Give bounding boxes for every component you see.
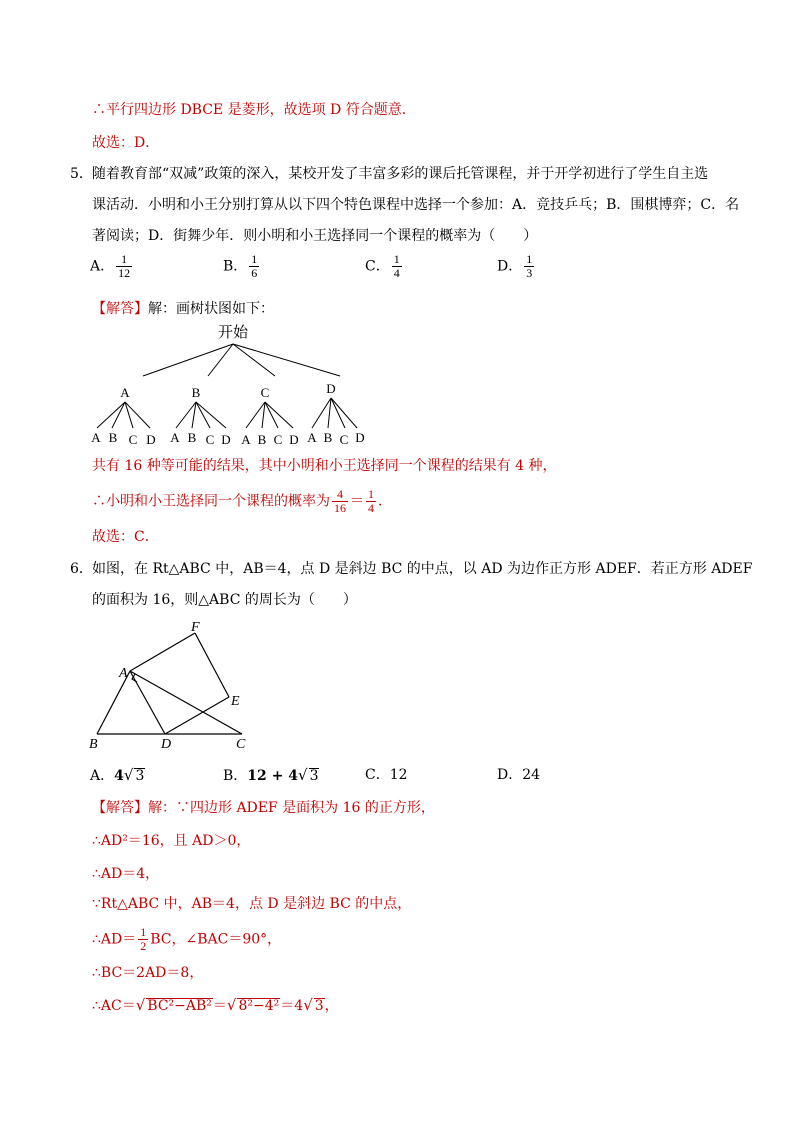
tree-leaf: D: [221, 432, 231, 447]
q5-choose: 故选：C．: [92, 529, 159, 545]
segment-ac: [130, 671, 242, 734]
tree-leaf: A: [241, 432, 251, 447]
segment-de: [165, 697, 229, 734]
q5-option-c: C． $\frac{1}{4}$: [365, 252, 400, 281]
tree-leaf: B: [187, 430, 197, 445]
tree-leaf: D: [146, 432, 156, 447]
tree-leaf: A: [307, 430, 317, 445]
label-e: E: [231, 694, 240, 709]
tree-leaf: C: [339, 432, 349, 447]
label-b: B: [89, 737, 98, 752]
label-f: F: [191, 620, 200, 635]
q6-answer-intro: 解：∵四边形 ADEF 是面积为 16 的正方形，: [148, 800, 435, 816]
q5-number: 5．: [70, 166, 93, 182]
q6-step-1: ∴AD²＝16，且 AD＞0，: [92, 833, 251, 849]
q6-answer-tag: 【解答】: [92, 800, 148, 816]
tree-root: 开始: [217, 325, 249, 341]
tree-leaf: D: [289, 432, 299, 447]
q6-step-5: ∴BC＝2AD＝8，: [92, 965, 204, 981]
q6-step-6: ∴AC＝√ BC²−AB²＝√ 8²−4²＝4√ 3，: [92, 996, 339, 1014]
label-c: C: [236, 737, 246, 752]
tree-leaf: B: [323, 430, 333, 445]
prev-line-2: 故选：D．: [92, 135, 160, 151]
tree-leaf: A: [91, 430, 101, 445]
prev-line-1: ∴平行四边形 DBCE 是菱形，故选项 D 符合题意．: [92, 102, 416, 118]
q5-solution-1: 共有 16 种等可能的结果，其中小明和小王选择同一个课程的结果有 4 种，: [92, 458, 557, 474]
tree-leaf: C: [273, 432, 283, 447]
tree-leaf: B: [257, 432, 267, 447]
q5-option-d: D． $\frac{1}{3}$: [497, 252, 533, 281]
q5-answer-tag: 【解答】: [92, 301, 148, 317]
q6-number: 6．: [70, 561, 93, 577]
tree-leaf: B: [108, 430, 118, 445]
tree-branch-d: D: [326, 381, 336, 396]
segment-fa: [130, 633, 195, 671]
tree-branch-c: C: [260, 385, 270, 400]
tree-leaf: C: [205, 432, 215, 447]
tree-leaf: A: [170, 430, 180, 445]
q5-line-3: 著阅读；D．街舞少年．则小明和小王选择同一个课程的概率为（ ）: [92, 228, 538, 244]
segment-ef: [195, 633, 229, 697]
tree-branch-a: A: [120, 385, 130, 400]
q6-answer-line: [92, 801, 435, 815]
q6-step-2: ∴AD＝4，: [92, 866, 160, 882]
q5-answer-intro: 解：画树状图如下：: [148, 301, 274, 317]
q6-option-b: B．12 + 4√ 3: [223, 766, 319, 784]
q6-line-1: 如图，在 Rt△ABC 中，AB＝4，点 D 是斜边 BC 的中点，以 AD 为边作正方形 ADEF．若正方形 ADEF: [92, 561, 753, 577]
q6-step-4: ∴AD＝ $\frac{1}{2}$ BC，∠BAC＝90°，: [92, 925, 282, 954]
q5-answer-line: [92, 302, 274, 316]
label-a: A: [119, 666, 128, 681]
tree-diagram: [80, 318, 380, 453]
tree-leaf: D: [355, 430, 365, 445]
tree-leaf: C: [128, 432, 138, 447]
q6-option-c: C．12: [365, 767, 408, 783]
q6-step-3: ∵Rt△ABC 中，AB＝4，点 D 是斜边 BC 的中点，: [92, 896, 412, 912]
q5-solution-2: ∴小明和小王选择同一个课程的概率为 $\frac{4}{16}$ ＝ $\frac{1}{4}$ ．: [92, 487, 392, 516]
tree-edges: [97, 344, 357, 428]
tree-branch-b: B: [191, 385, 201, 400]
q6-option-a: A．4√ 3: [90, 766, 145, 784]
q5-option-b: B． $\frac{1}{6}$: [223, 252, 258, 281]
q5-line-2: 课活动．小明和小王分别打算从以下四个特色课程中选择一个参加：A．竞技乒乓；B．围棋博弈；C．名: [92, 197, 740, 213]
q5-option-a: A． $\frac{1}{12}$: [90, 252, 131, 281]
q6-option-d: D．24: [497, 767, 541, 783]
q6-line-2: 的面积为 16，则△ABC 的周长为（ ）: [92, 592, 357, 608]
label-d: D: [161, 737, 172, 752]
q5-line-1: 随着教育部“双减”政策的深入，某校开发了丰富多彩的课后托管课程，并于开学初进行了学生自主选: [92, 166, 709, 182]
geometry-figure: [84, 618, 264, 754]
